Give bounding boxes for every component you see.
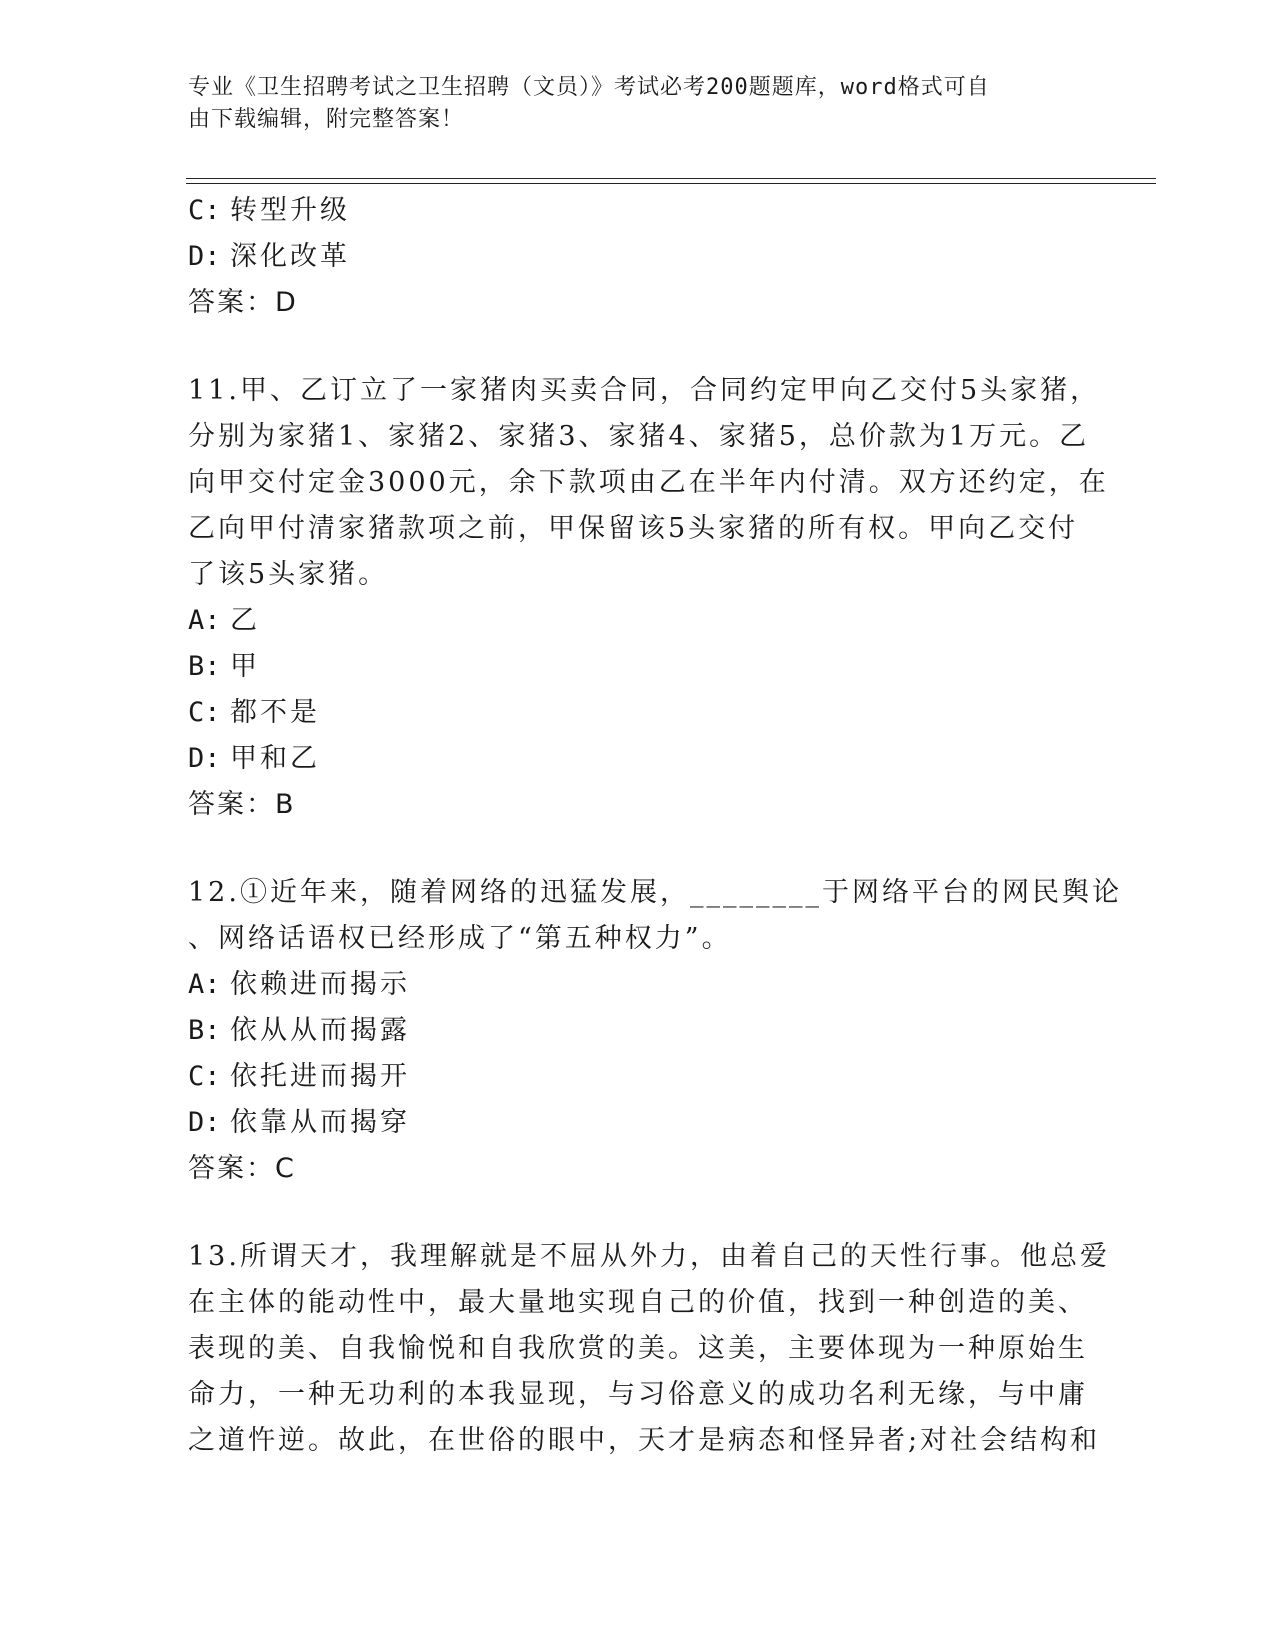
question-12: [188, 870, 1122, 1192]
option-d: [188, 736, 1088, 782]
question-text-line: 13.所谓天才，我理解就是不屈从外力，由着自己的天性行事。他总爱: [188, 1241, 1110, 1272]
header-divider-top: [186, 178, 1156, 179]
question-text-line: 表现的美、自我愉悦和自我欣赏的美。这美，主要体现为一种原始生: [188, 1333, 1088, 1364]
option-c: [188, 690, 1088, 736]
question-11: [188, 368, 1109, 828]
option-b: [188, 644, 1088, 690]
option-text: 甲和乙: [230, 743, 320, 774]
question-spacer: [188, 1192, 1088, 1234]
question-text-line: 分别为家猪1、家猪2、家猪3、家猪4、家猪5，总价款为1万元。乙: [188, 421, 1090, 452]
question-text-line: 11.甲、乙订立了一家猪肉买卖合同，合同约定甲向乙交付5头家猪，: [188, 375, 1101, 406]
document-header: [188, 72, 1088, 136]
header-line-1: 专业《卫生招聘考试之卫生招聘（文员）》考试必考200题题库，word格式可自: [188, 75, 990, 100]
question-10-tail: [188, 188, 1088, 326]
question-spacer: [188, 828, 1088, 870]
question-13: [188, 1234, 1110, 1464]
answer-line: 答案：D: [188, 287, 298, 318]
question-text-line: 命力，一种无功利的本我显现，与习俗意义的成功名利无缘，与中庸: [188, 1379, 1088, 1410]
option-text: 甲: [230, 651, 260, 682]
option-a: [188, 598, 1088, 644]
question-text-line: 了该5头家猪。: [188, 559, 389, 590]
option-d: [188, 1100, 1088, 1146]
option-key: B:: [188, 1015, 221, 1046]
option-key: C:: [188, 1061, 221, 1092]
option-text: 依从从而揭露: [230, 1015, 410, 1046]
header-line-2: 由下载编辑，附完整答案！: [188, 107, 465, 132]
option-text: 依托进而揭开: [230, 1061, 410, 1092]
option-b: [188, 1008, 1088, 1054]
document-body: [188, 188, 1122, 1464]
option-key: A:: [188, 969, 221, 1000]
option-key: D:: [188, 1107, 221, 1138]
option-key: A:: [188, 605, 221, 636]
option-text: 转型升级: [230, 195, 350, 226]
option-text: 依赖进而揭示: [230, 969, 410, 1000]
option-c: [188, 1054, 1088, 1100]
option-a: [188, 962, 1088, 1008]
option-text: 深化改革: [230, 241, 350, 272]
answer-line: 答案：B: [188, 789, 296, 820]
answer-line: 答案：C: [188, 1153, 296, 1184]
question-text-line: 、网络话语权已经形成了“第五种权力”。: [188, 923, 732, 954]
header-divider-bottom: [186, 183, 1156, 184]
question-text-line: 之道忤逆。故此，在世俗的眼中，天才是病态和怪异者;对社会结构和: [188, 1425, 1101, 1456]
option-text: 乙: [230, 605, 260, 636]
question-text-line: 在主体的能动性中，最大量地实现自己的价值，找到一种创造的美、: [188, 1287, 1088, 1318]
option-key: D:: [188, 743, 221, 774]
question-text-line: 向甲交付定金3000元，余下款项由乙在半年内付清。双方还约定，在: [188, 467, 1109, 498]
option-text: 依靠从而揭穿: [230, 1107, 410, 1138]
option-d: [188, 234, 1088, 280]
option-key: C:: [188, 697, 221, 728]
question-text-line: 乙向甲付清家猪款项之前，甲保留该5头家猪的所有权。甲向乙交付: [188, 513, 1079, 544]
option-key: B:: [188, 651, 221, 682]
question-spacer: [188, 326, 1088, 368]
option-key: D:: [188, 241, 221, 272]
question-text-line: 12.①近年来，随着网络的迅猛发展，________于网络平台的网民舆论: [188, 877, 1122, 908]
option-key: C:: [188, 195, 221, 226]
option-text: 都不是: [230, 697, 320, 728]
option-c: [188, 188, 1088, 234]
